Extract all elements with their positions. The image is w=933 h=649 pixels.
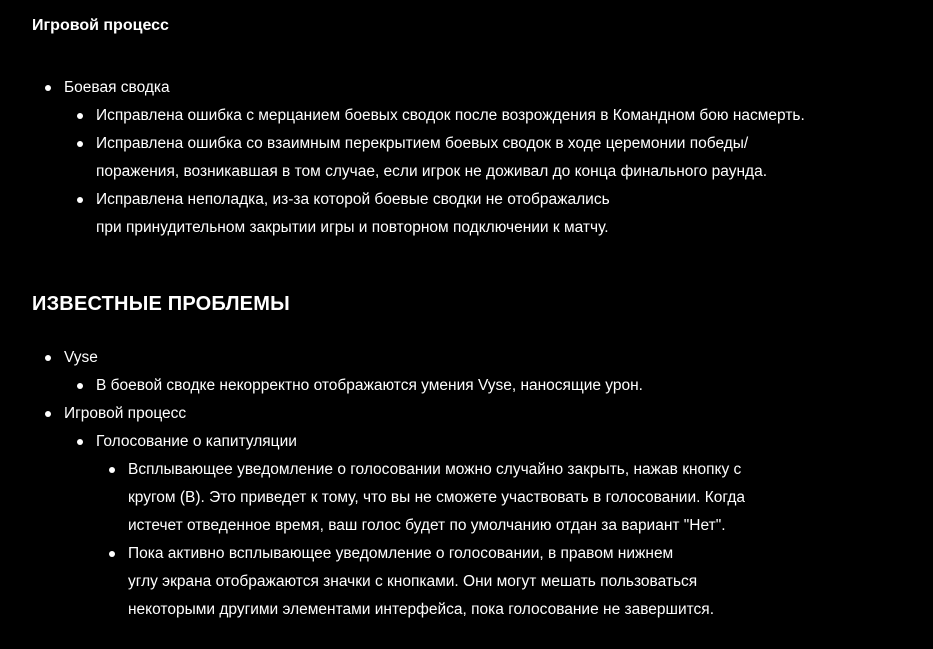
list-item-label: Vyse: [64, 349, 98, 366]
gameplay-subheading: Игровой процесс: [32, 17, 169, 34]
list-item-text: Исправлена неполадка, из-за которой боевые сводки не отображались: [96, 191, 610, 208]
list-item-text: кругом (B). Это приведет к тому, что вы не сможете участвовать в голосовании. Когда: [128, 489, 746, 506]
list-item-text: истечет отведенное время, ваш голос будет по умолчанию отдан за вариант "Нет".: [128, 517, 726, 534]
combat-report-sublist: [64, 102, 805, 242]
list-item-text: Всплывающее уведомление о голосовании можно случайно закрыть, нажав кнопку с: [128, 461, 742, 478]
list-item-combat-report: [32, 74, 805, 242]
list-item: [64, 102, 805, 130]
list-item-text: некоторыми другими элементами интерфейса, пока голосование не завершится.: [128, 601, 714, 618]
surrender-vote-sublist: [96, 456, 745, 624]
bullet-icon: [77, 383, 83, 389]
list-item-label: Голосование о капитуляции: [96, 433, 297, 450]
list-item-vyse: [32, 344, 745, 400]
bullet-icon: [109, 551, 115, 557]
known-issues-list: [32, 344, 745, 624]
list-item-text: поражения, возникавшая в том случае, если игрок не доживал до конца финального раунда.: [96, 163, 767, 180]
list-item: [64, 186, 805, 242]
bullet-icon: [77, 113, 83, 119]
bullet-icon: [109, 467, 115, 473]
list-item-surrender-vote: [64, 428, 745, 624]
bullet-icon: [45, 355, 51, 361]
list-item-text: В боевой сводке некорректно отображаются умения Vyse, наносящие урон.: [96, 377, 643, 394]
list-item-text: Исправлена ошибка со взаимным перекрытием боевых сводок в ходе церемонии победы/: [96, 135, 749, 152]
list-item-text: Исправлена ошибка с мерцанием боевых сводок после возрождения в Командном бою насмерть.: [96, 107, 805, 124]
list-item: [64, 130, 805, 186]
known-issues-list-block: [32, 344, 745, 624]
bullet-icon: [77, 439, 83, 445]
gameplay-issues-sublist: [64, 428, 745, 624]
bullet-icon: [77, 197, 83, 203]
gameplay-list-block: [32, 74, 805, 242]
list-item-text: при принудительном закрытии игры и повторном подключении к матчу.: [96, 219, 609, 236]
bullet-icon: [45, 85, 51, 91]
list-item-gameplay: [32, 400, 745, 624]
list-item-text: углу экрана отображаются значки с кнопками. Они могут мешать пользоваться: [128, 573, 698, 590]
list-item-label: Игровой процесс: [64, 405, 187, 422]
list-item-label: Боевая сводка: [64, 79, 170, 96]
list-item: [64, 372, 745, 400]
bullet-icon: [77, 141, 83, 147]
gameplay-list: [32, 74, 805, 242]
list-item: [96, 456, 745, 540]
vyse-sublist: [64, 372, 745, 400]
bullet-icon: [45, 411, 51, 417]
list-item-text: Пока активно всплывающее уведомление о голосовании, в правом нижнем: [128, 545, 674, 562]
known-issues-heading: ИЗВЕСТНЫЕ ПРОБЛЕМЫ: [32, 293, 290, 315]
list-item: [96, 540, 745, 624]
